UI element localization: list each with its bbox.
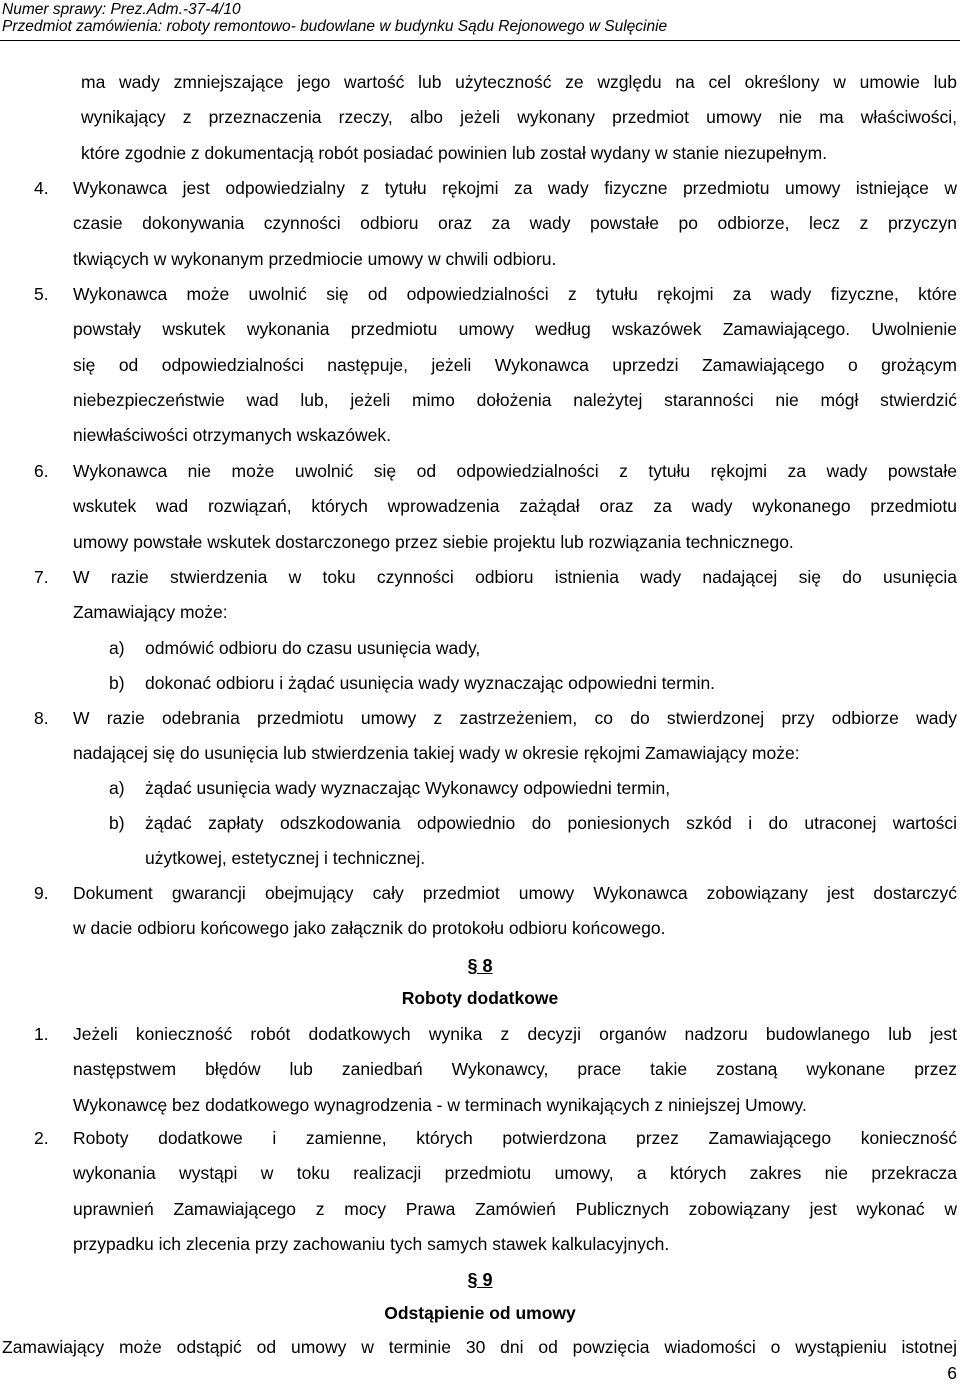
subitem-text: odmówić odbioru do czasu usunięcia wady,: [145, 638, 481, 658]
text-line: następstwem błędów lub zaniedbań Wykonawcy, prace takie zostaną wykonane przez: [73, 1059, 957, 1080]
text-line: Wykonawca może uwolnić się od odpowiedzialności z tytułu rękojmi za wady fizyczne, które: [73, 284, 957, 304]
item-number: 5.: [34, 284, 49, 304]
section-title: Roboty dodatkowe: [401, 988, 559, 1008]
item-number: 4.: [34, 178, 49, 198]
text-line: Zamawiający może:: [73, 602, 228, 623]
section-title: Odstąpienie od umowy: [384, 1303, 576, 1323]
text-line: powstały wskutek wykonania przedmiotu umowy według wskazówek Zamawiającego. Uwolnienie: [73, 319, 957, 340]
text-line: Jeżeli konieczność robót dodatkowych wynika z decyzji organów nadzoru budowlanego lub jest: [73, 1024, 957, 1044]
subitem-text: żądać usunięcia wady wyznaczając Wykonawcy odpowiedni termin,: [145, 778, 671, 798]
text-line: się od odpowiedzialności następuje, jeżeli Wykonawca uprzedzi Zamawiającego o grożącym: [73, 354, 957, 375]
text-line: ma wady zmniejszające jego wartość lub użyteczność ze względu na cel określony w umowie lub: [81, 72, 957, 92]
contract-subject: Przedmiot zamówienia: roboty remontowo- budowlane w budynku Sądu Rejonowego w Sulęcinie: [2, 18, 668, 35]
text-line: czasie dokonywania czynności odbioru oraz za wady powstałe po odbiorze, lecz z przyczyn: [73, 213, 957, 234]
text-line: Dokument gwarancji obejmujący cały przedmiot umowy Wykonawca zobowiązany jest dostarczyć: [73, 883, 957, 903]
subitem-label: a): [109, 638, 125, 658]
item-number: 8.: [34, 708, 49, 728]
text-line: Wykonawca nie może uwolnić się od odpowiedzialności z tytułu rękojmi za wady powstałe: [73, 461, 957, 481]
section-9-text: [2, 1330, 957, 1365]
text-line: wykonania wystąpi w toku realizacji przedmiotu umowy, a których zakres nie przekracza: [73, 1163, 957, 1184]
text-line: Wykonawca jest odpowiedzialny z tytułu rękojmi za wady fizyczne przedmiotu umowy istniejące w: [73, 178, 957, 198]
text-line: W razie odebrania przedmiotu umowy z zastrzeżeniem, co do stwierdzonej przy odbiorze wady: [73, 708, 957, 728]
text-line: użytkowej, estetycznej i technicznej.: [145, 848, 426, 869]
text-line: tkwiących w wykonanym przedmiocie umowy w chwili odbioru.: [73, 248, 557, 269]
text-line: niebezpieczeństwie wad lub, jeżeli mimo dołożenia należytej staranności nie mógł stwierdzić: [73, 389, 957, 410]
text-line: przypadku ich zlecenia przy zachowaniu tych samych stawek kalkulacyjnych.: [73, 1233, 670, 1254]
subitem-label: a): [109, 778, 125, 798]
page-number: 6: [947, 1363, 957, 1383]
text-line: w dacie odbioru końcowego jako załącznik do protokołu odbioru końcowego.: [73, 918, 666, 939]
section-symbol: § 8: [467, 956, 493, 976]
text-line: żądać zapłaty odszkodowania odpowiednio do poniesionych szkód i do utraconej wartości: [145, 813, 957, 833]
subitem-text: [145, 806, 957, 877]
text-line: Roboty dodatkowe i zamienne, których potwierdzona przez Zamawiającego konieczność: [73, 1128, 957, 1148]
item-number: 9.: [34, 883, 49, 903]
section-8-item-2-text: [73, 1121, 957, 1262]
intro-paragraph: [81, 65, 957, 171]
header-rule: [0, 40, 960, 41]
text-line: uprawnień Zamawiającego z mocy Prawa Zamówień Publicznych zobowiązany jest wykonać w: [73, 1198, 957, 1219]
text-line: Wykonawcę bez dodatkowego wynagrodzenia - w terminach wynikających z niniejszej Umowy.: [73, 1094, 807, 1115]
text-line: które zgodnie z dokumentacją robót posiadać powinien lub został wydany w stanie niezupełnym.: [81, 142, 828, 163]
item-8-text: [73, 701, 957, 772]
section-8-item-1-text: [73, 1017, 957, 1123]
item-9-text: [73, 876, 957, 947]
text-line: W razie stwierdzenia w toku czynności odbioru istnienia wady nadającej się do usunięcia: [73, 567, 957, 587]
text-line: nadającej się do usunięcia lub stwierdzenia takiej wady w okresie rękojmi Zamawiający może:: [73, 743, 800, 764]
item-4-text: [73, 171, 957, 277]
subitem-text: dokonać odbioru i żądać usunięcia wady wyznaczając odpowiedni termin.: [145, 673, 716, 693]
item-6-text: [73, 454, 957, 560]
subitem-label: b): [109, 673, 125, 693]
item-number: 1.: [34, 1024, 49, 1044]
text-line: wskutek wad rozwiązań, których wprowadzenia zażądał oraz za wady wykonanego przedmiotu: [73, 496, 957, 517]
text-line: niewłaściwości otrzymanych wskazówek.: [73, 425, 392, 446]
case-number: Numer sprawy: Prez.Adm.-37-4/10: [2, 1, 241, 18]
item-number: 6.: [34, 461, 49, 481]
text-line: Zamawiający może odstąpić od umowy w terminie 30 dni od powzięcia wiadomości o wystąpieniu istotnej: [2, 1337, 957, 1357]
text-line: wynikający z przeznaczenia rzeczy, albo jeżeli wykonany przedmiot umowy nie ma właściwości,: [81, 107, 957, 128]
subitem-label: b): [109, 813, 125, 833]
section-symbol: § 9: [467, 1270, 493, 1290]
item-7-text: [73, 560, 957, 631]
item-number: 2.: [34, 1128, 49, 1148]
item-number: 7.: [34, 567, 49, 587]
item-5-text: [73, 277, 957, 453]
text-line: umowy powstałe wskutek dostarczonego przez siebie projektu lub rozwiązania technicznego.: [73, 531, 794, 552]
